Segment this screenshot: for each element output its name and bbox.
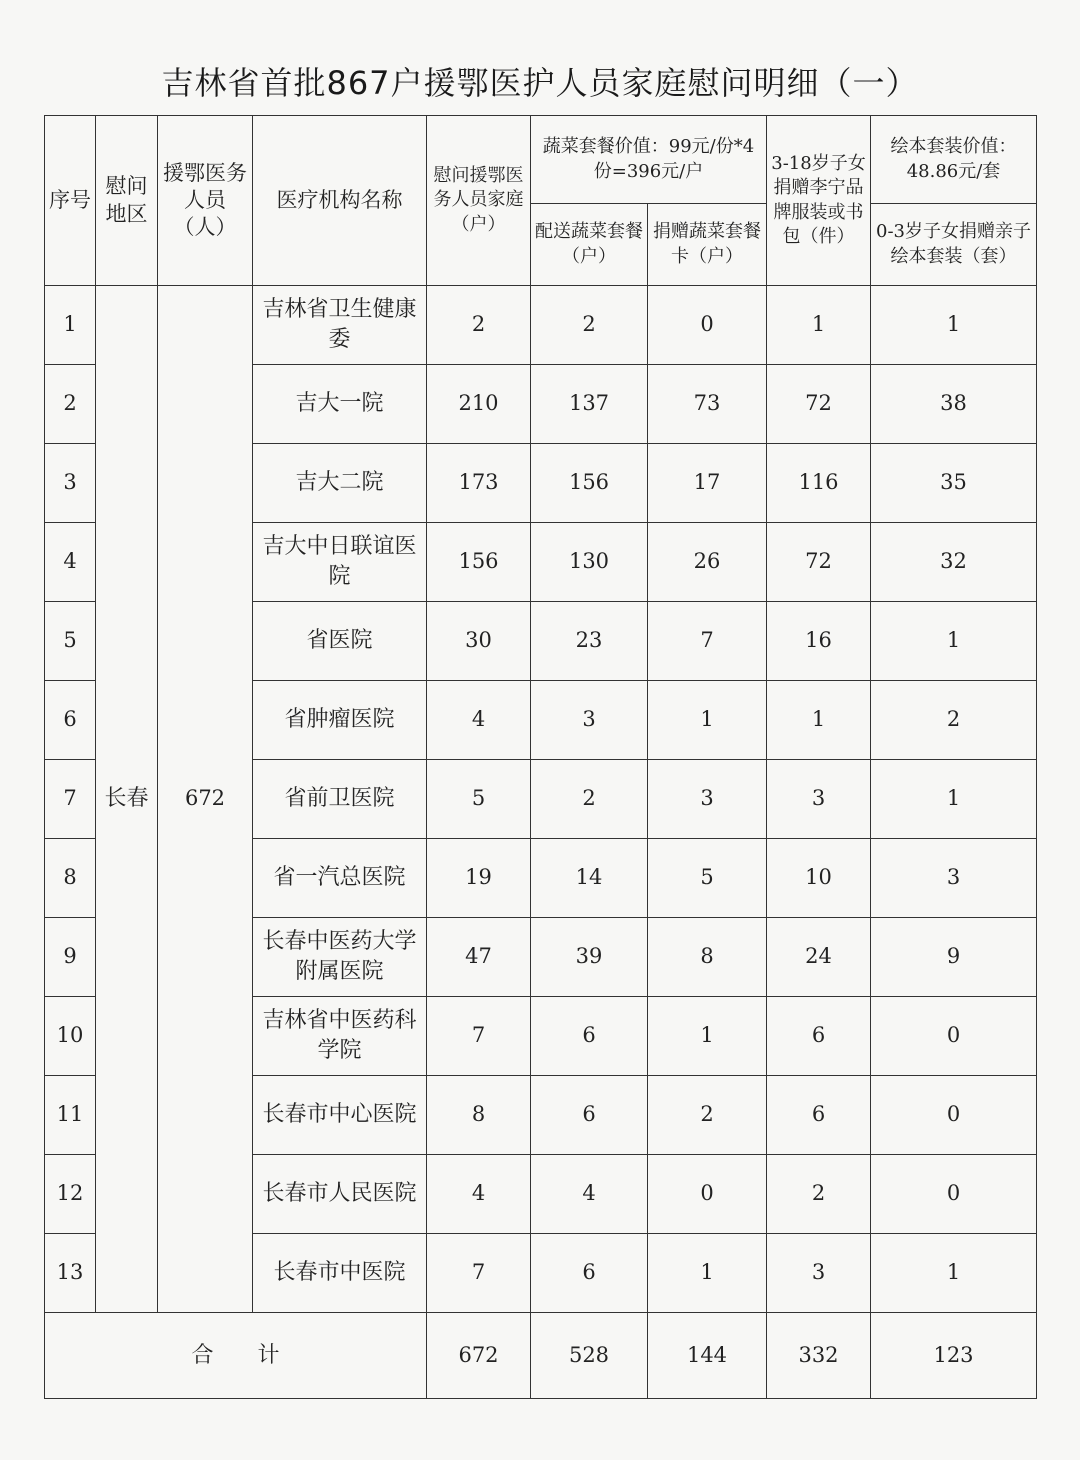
condolence-table	[44, 115, 1037, 1399]
cell-kids: 2	[767, 1155, 871, 1234]
cell-institution: 省医院	[253, 602, 427, 681]
cell-kids: 10	[767, 839, 871, 918]
cell-families: 173	[427, 444, 531, 523]
total-families: 672	[427, 1313, 531, 1399]
cell-kids: 6	[767, 1076, 871, 1155]
header-kids-clothing: 3-18岁子女捐赠李宁品牌服装或书包（件）	[767, 116, 871, 286]
cell-veg-card: 3	[648, 760, 767, 839]
cell-families: 7	[427, 997, 531, 1076]
cell-books: 0	[871, 997, 1037, 1076]
cell-veg-card: 8	[648, 918, 767, 997]
cell-seq: 4	[45, 523, 96, 602]
total-veg-delivered: 528	[531, 1313, 648, 1399]
cell-kids: 3	[767, 760, 871, 839]
cell-institution: 吉大二院	[253, 444, 427, 523]
cell-kids: 72	[767, 523, 871, 602]
cell-veg-delivered: 23	[531, 602, 648, 681]
cell-veg-delivered: 130	[531, 523, 648, 602]
cell-veg-card: 1	[648, 681, 767, 760]
cell-veg-delivered: 2	[531, 286, 648, 365]
cell-kids: 16	[767, 602, 871, 681]
header-seq: 序号	[45, 116, 96, 286]
cell-institution: 吉林省中医药科学院	[253, 997, 427, 1076]
cell-kids: 72	[767, 365, 871, 444]
cell-veg-delivered: 6	[531, 1234, 648, 1313]
cell-families: 30	[427, 602, 531, 681]
header-institution: 医疗机构名称	[253, 116, 427, 286]
cell-veg-delivered: 2	[531, 760, 648, 839]
cell-families: 4	[427, 1155, 531, 1234]
total-books: 123	[871, 1313, 1037, 1399]
cell-veg-card: 73	[648, 365, 767, 444]
table-row	[45, 286, 1037, 365]
cell-families: 4	[427, 681, 531, 760]
cell-books: 35	[871, 444, 1037, 523]
cell-seq: 8	[45, 839, 96, 918]
cell-families: 210	[427, 365, 531, 444]
cell-veg-delivered: 39	[531, 918, 648, 997]
cell-institution: 长春市中心医院	[253, 1076, 427, 1155]
cell-families: 5	[427, 760, 531, 839]
cell-veg-delivered: 156	[531, 444, 648, 523]
cell-kids: 24	[767, 918, 871, 997]
cell-books: 32	[871, 523, 1037, 602]
cell-veg-delivered: 6	[531, 997, 648, 1076]
cell-institution: 吉林省卫生健康委	[253, 286, 427, 365]
cell-books: 1	[871, 1234, 1037, 1313]
cell-seq: 9	[45, 918, 96, 997]
cell-institution: 吉大一院	[253, 365, 427, 444]
cell-veg-card: 7	[648, 602, 767, 681]
cell-books: 0	[871, 1155, 1037, 1234]
cell-kids: 1	[767, 286, 871, 365]
cell-seq: 13	[45, 1234, 96, 1313]
cell-kids: 116	[767, 444, 871, 523]
total-label: 合 计	[45, 1313, 427, 1399]
header-staff: 援鄂医务人员（人）	[158, 116, 253, 286]
cell-seq: 12	[45, 1155, 96, 1234]
cell-institution: 省一汽总医院	[253, 839, 427, 918]
cell-institution: 省肿瘤医院	[253, 681, 427, 760]
total-veg-card: 144	[648, 1313, 767, 1399]
cell-institution: 长春市中医院	[253, 1234, 427, 1313]
cell-staff-total: 672	[158, 286, 253, 1313]
cell-books: 1	[871, 760, 1037, 839]
cell-institution: 长春中医药大学附属医院	[253, 918, 427, 997]
cell-seq: 11	[45, 1076, 96, 1155]
cell-books: 3	[871, 839, 1037, 918]
header-region: 慰问地区	[96, 116, 158, 286]
cell-veg-card: 2	[648, 1076, 767, 1155]
cell-books: 9	[871, 918, 1037, 997]
page-title: 吉林省首批867户援鄂医护人员家庭慰问明细（一）	[161, 64, 919, 102]
cell-books: 1	[871, 286, 1037, 365]
total-kids: 332	[767, 1313, 871, 1399]
cell-kids: 3	[767, 1234, 871, 1313]
cell-seq: 10	[45, 997, 96, 1076]
cell-seq: 2	[45, 365, 96, 444]
cell-veg-card: 26	[648, 523, 767, 602]
cell-veg-delivered: 3	[531, 681, 648, 760]
total-row	[45, 1313, 1037, 1399]
cell-veg-delivered: 4	[531, 1155, 648, 1234]
cell-veg-card: 0	[648, 1155, 767, 1234]
cell-families: 8	[427, 1076, 531, 1155]
cell-families: 19	[427, 839, 531, 918]
cell-families: 47	[427, 918, 531, 997]
cell-families: 7	[427, 1234, 531, 1313]
cell-books: 0	[871, 1076, 1037, 1155]
cell-veg-card: 0	[648, 286, 767, 365]
header-book-value: 绘本套装价值：48.86元/套	[871, 116, 1037, 204]
cell-seq: 5	[45, 602, 96, 681]
cell-families: 156	[427, 523, 531, 602]
cell-books: 2	[871, 681, 1037, 760]
cell-books: 1	[871, 602, 1037, 681]
cell-seq: 7	[45, 760, 96, 839]
header-families: 慰问援鄂医务人员家庭（户）	[427, 116, 531, 286]
cell-veg-delivered: 137	[531, 365, 648, 444]
header-veg-group: 蔬菜套餐价值：99元/份*4份=396元/户	[531, 116, 767, 204]
header-veg-delivered: 配送蔬菜套餐（户）	[531, 204, 648, 286]
cell-seq: 1	[45, 286, 96, 365]
cell-region: 长春	[96, 286, 158, 1313]
cell-veg-card: 1	[648, 997, 767, 1076]
cell-institution: 长春市人民医院	[253, 1155, 427, 1234]
cell-seq: 6	[45, 681, 96, 760]
cell-kids: 1	[767, 681, 871, 760]
cell-kids: 6	[767, 997, 871, 1076]
cell-families: 2	[427, 286, 531, 365]
cell-veg-card: 1	[648, 1234, 767, 1313]
cell-institution: 省前卫医院	[253, 760, 427, 839]
cell-veg-card: 17	[648, 444, 767, 523]
header-veg-card: 捐赠蔬菜套餐卡（户）	[648, 204, 767, 286]
cell-veg-card: 5	[648, 839, 767, 918]
cell-institution: 吉大中日联谊医院	[253, 523, 427, 602]
cell-seq: 3	[45, 444, 96, 523]
cell-veg-delivered: 6	[531, 1076, 648, 1155]
cell-books: 38	[871, 365, 1037, 444]
header-book-set: 0-3岁子女捐赠亲子绘本套装（套）	[871, 204, 1037, 286]
cell-veg-delivered: 14	[531, 839, 648, 918]
